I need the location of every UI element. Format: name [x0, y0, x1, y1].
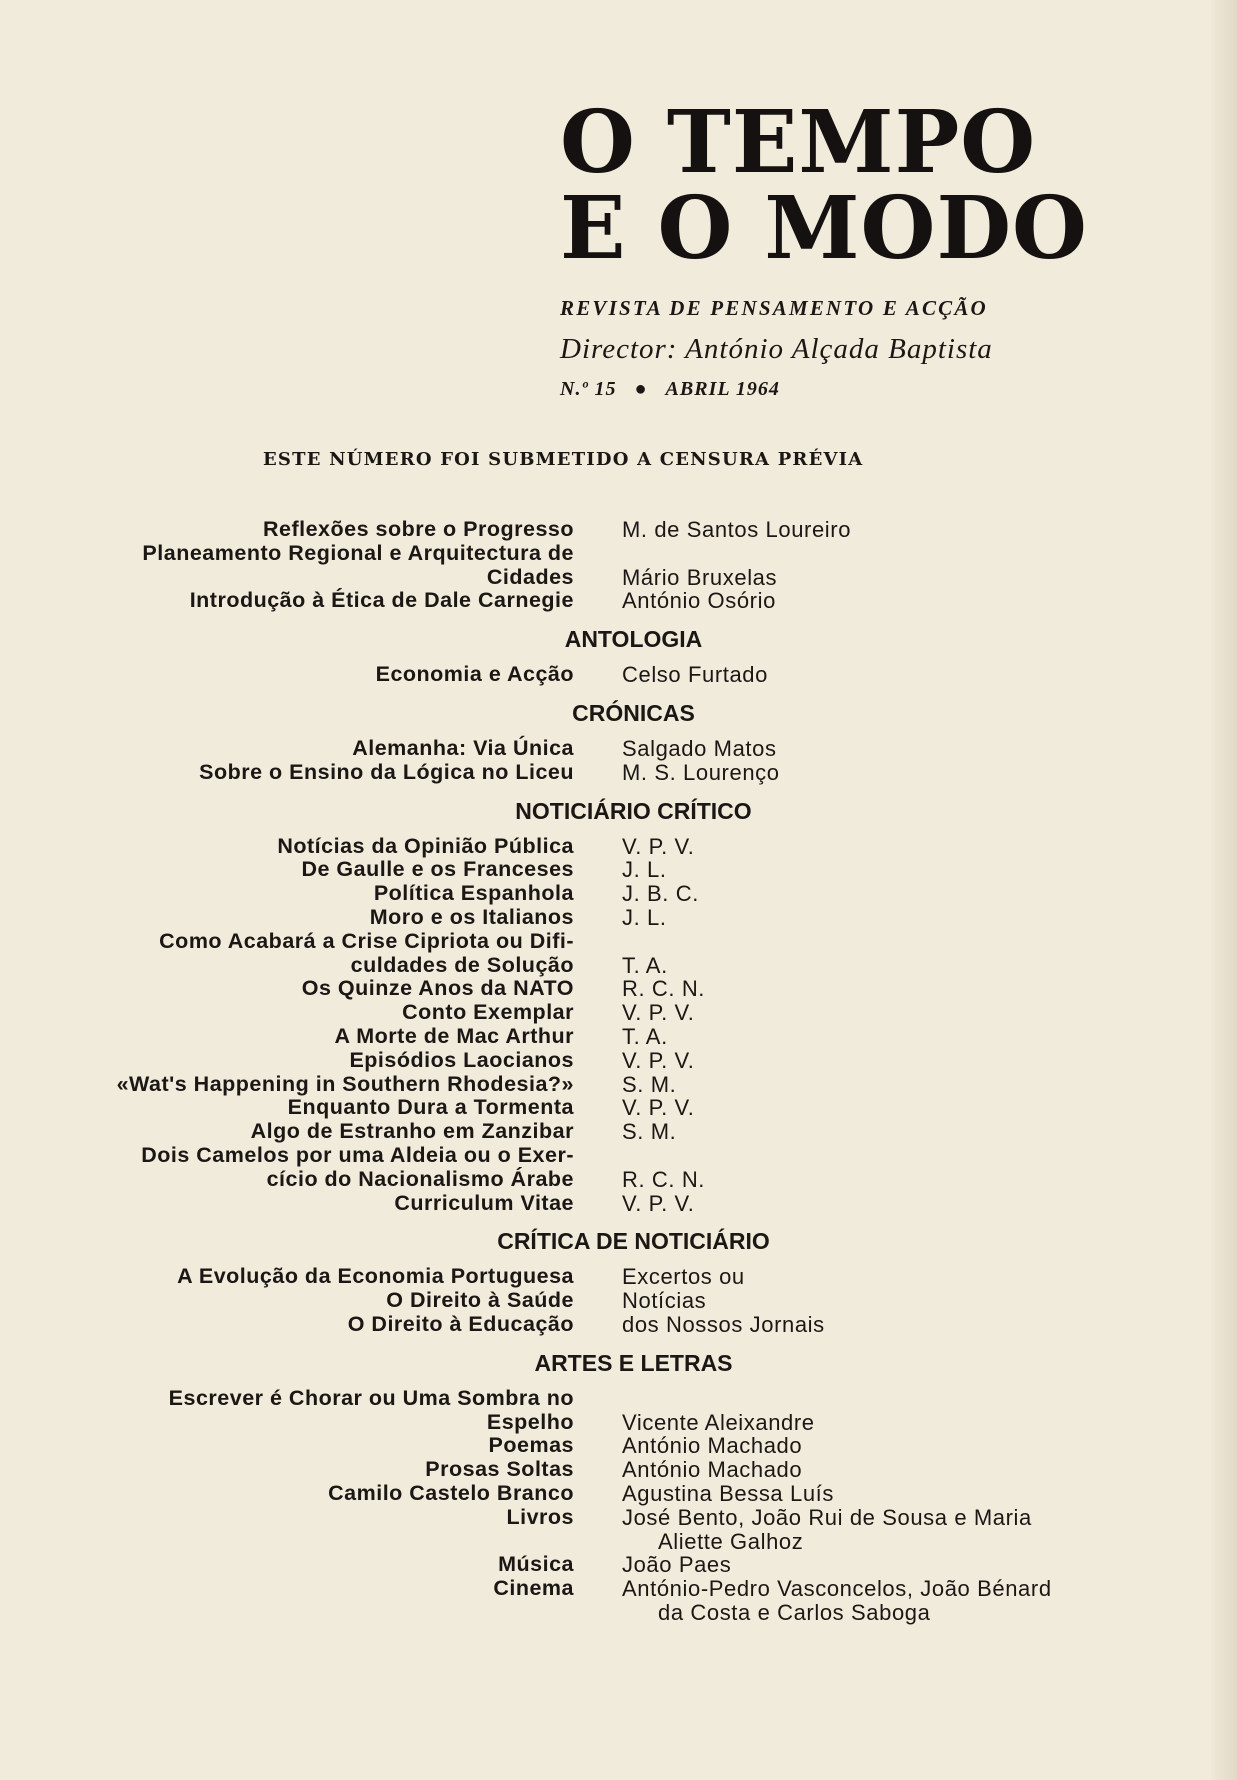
contents-section [0, 518, 1237, 613]
entry-title-line: Notícias da Opinião Pública [277, 833, 574, 858]
contents-entry [0, 1458, 1237, 1482]
entry-title [100, 1482, 574, 1506]
entry-author [622, 1553, 1122, 1577]
section-heading: CRÓNICAS [572, 699, 695, 726]
entry-author-line: dos Nossos Jornais [622, 1311, 825, 1337]
entry-author-line: V. P. V. [622, 1047, 695, 1073]
entry-author-line: António Machado [622, 1433, 803, 1459]
entry-author [622, 1434, 1122, 1458]
entry-author-line: Vicente Aleixandre [622, 1409, 815, 1435]
entry-title [100, 1096, 574, 1120]
entry-title-line: Alemanha: Via Única [352, 735, 574, 760]
entry-author [622, 1577, 1122, 1625]
issue-line [560, 378, 1100, 401]
entry-title [100, 1387, 574, 1435]
entry-author [622, 882, 1122, 906]
entry-author [622, 1506, 1122, 1554]
entry-author-line: R. C. N. [622, 1166, 706, 1192]
entry-title-line: Música [498, 1552, 574, 1577]
contents-entry [0, 761, 1237, 785]
contents-entry [0, 1387, 1237, 1435]
entry-author-line: António-Pedro Vasconcelos, João Bénard [622, 1576, 1052, 1602]
entry-title-line: A Evolução da Economia Portuguesa [177, 1264, 574, 1289]
entry-title-line: Dois Camelos por uma Aldeia ou o Exer- [141, 1142, 574, 1167]
entry-author-line: Celso Furtado [622, 662, 768, 688]
entry-author [622, 1458, 1122, 1482]
entry-author-line: V. P. V. [622, 1095, 695, 1121]
entry-author-line: T. A. [622, 1023, 668, 1049]
entry-author-line: J. B. C. [622, 881, 699, 907]
entry-author [622, 1049, 1122, 1073]
entry-title-line: Reflexões sobre o Progresso [262, 517, 574, 541]
contents-entry [0, 737, 1237, 761]
magazine-title-line-2: E O MODO [560, 178, 1088, 279]
director-line: Director: António Alçada Baptista [560, 333, 993, 365]
entry-title-line: cício do Nacionalismo Árabe [266, 1166, 574, 1191]
entry-title [100, 1120, 574, 1144]
entry-author-line: Mário Bruxelas [622, 564, 778, 590]
entry-title [100, 1506, 574, 1530]
contents-entry [0, 1192, 1237, 1216]
contents-entry [0, 835, 1237, 859]
entry-title [100, 542, 574, 590]
entry-title-line: A Morte de Mac Arthur [334, 1023, 574, 1048]
entry-title [100, 1434, 574, 1458]
entry-title [100, 737, 574, 761]
entry-title [100, 882, 574, 906]
entry-title-line: Como Acabará a Crise Cipriota ou Difi- [159, 928, 574, 953]
entry-title [100, 1025, 574, 1049]
magazine-title-line-1: O TEMPO [560, 92, 1037, 193]
entry-author [622, 1025, 1122, 1049]
entry-title-line: Conto Exemplar [402, 1000, 574, 1025]
entry-author [622, 663, 1122, 687]
entry-title [100, 1577, 574, 1601]
entry-author [622, 1073, 1122, 1097]
entry-title-line: Espelho [486, 1409, 574, 1434]
entry-title-line: Moro e os Italianos [369, 904, 574, 929]
entry-title [100, 1073, 574, 1097]
entry-title-line: Sobre o Ensino da Lógica no Liceu [199, 759, 574, 784]
entry-author [622, 1120, 1122, 1144]
entry-title [100, 1553, 574, 1577]
entry-title-line: Enquanto Dura a Tormenta [287, 1095, 574, 1120]
contents-entry [0, 1025, 1237, 1049]
entry-title-line: Planeamento Regional e Arquitectura de [142, 540, 574, 565]
entry-title [100, 1144, 574, 1192]
contents-section [0, 1349, 1237, 1625]
contents-entry [0, 1289, 1237, 1313]
entry-author [622, 977, 1122, 1001]
issue-date: ABRIL 1964 [665, 378, 780, 400]
entry-author-line: J. L. [622, 857, 667, 883]
entry-author [622, 1482, 1122, 1506]
entry-title-line: Livros [506, 1504, 574, 1529]
contents-section [0, 1227, 1237, 1336]
entry-author [622, 1096, 1122, 1120]
entry-author [622, 1265, 1122, 1289]
entry-title-line: De Gaulle e os Franceses [301, 857, 574, 882]
contents-section [0, 797, 1237, 1216]
entry-author-line: T. A. [622, 952, 668, 978]
contents-entry [0, 858, 1237, 882]
contents-entry [0, 542, 1237, 590]
censorship-notice: ESTE NÚMERO FOI SUBMETIDO A CENSURA PRÉVIA [263, 449, 864, 470]
section-heading: CRÍTICA DE NOTICIÁRIO [497, 1228, 770, 1255]
entry-title-line: O Direito à Saúde [386, 1288, 574, 1313]
entry-author-line: António Osório [622, 588, 776, 614]
magazine-subtitle: REVISTA DE PENSAMENTO E ACÇÃO [560, 296, 988, 320]
contents-entry [0, 1434, 1237, 1458]
entry-title-line: Camilo Castelo Branco [328, 1480, 574, 1505]
contents-entry [0, 1482, 1237, 1506]
entry-title [100, 1192, 574, 1216]
entry-author-line: J. L. [622, 904, 667, 930]
entry-author [622, 761, 1122, 785]
entry-title [100, 906, 574, 930]
contents-entry [0, 1506, 1237, 1554]
entry-author-line: Excertos ou [622, 1264, 745, 1290]
entry-author [622, 1168, 1122, 1192]
table-of-contents [0, 518, 1237, 1625]
entry-author-line: S. M. [622, 1119, 677, 1145]
contents-entry [0, 1577, 1237, 1625]
entry-author [622, 566, 1122, 590]
entry-title [100, 1458, 574, 1482]
contents-entry [0, 1096, 1237, 1120]
entry-title-line: «Wat's Happening in Southern Rhodesia?» [116, 1071, 574, 1096]
entry-author-line: António Machado [622, 1457, 803, 1483]
entry-title [100, 1049, 574, 1073]
entry-author [622, 589, 1122, 613]
entry-author [622, 737, 1122, 761]
entry-title-line: Curriculum Vitae [394, 1190, 574, 1215]
entry-title-line: Cinema [493, 1576, 574, 1601]
contents-entry [0, 1120, 1237, 1144]
entry-title [100, 930, 574, 978]
bullet-icon: ● [634, 378, 648, 400]
contents-section [0, 625, 1237, 687]
contents-entry [0, 906, 1237, 930]
entry-author-line: Agustina Bessa Luís [622, 1480, 834, 1506]
entry-author-line: V. P. V. [622, 1000, 695, 1026]
contents-entry [0, 1313, 1237, 1337]
entry-author [622, 906, 1122, 930]
entry-author [622, 1192, 1122, 1216]
entry-title-line: Os Quinze Anos da NATO [301, 976, 574, 1001]
entry-title-line: Algo de Estranho em Zanzibar [250, 1119, 574, 1144]
entry-author [622, 1001, 1122, 1025]
entry-title [100, 835, 574, 859]
section-heading: ANTOLOGIA [564, 626, 703, 653]
contents-entry [0, 882, 1237, 906]
entry-author [622, 835, 1122, 859]
entry-title-line: Introdução à Ética de Dale Carnegie [189, 588, 574, 613]
entry-title [100, 1265, 574, 1289]
entry-title [100, 1001, 574, 1025]
entry-author-line: Salgado Matos [622, 735, 777, 761]
contents-entry [0, 1144, 1237, 1192]
entry-title-line: Episódios Laocianos [349, 1047, 574, 1072]
entry-author-line: M. de Santos Loureiro [622, 517, 852, 542]
contents-section [0, 699, 1237, 785]
contents-entry [0, 977, 1237, 1001]
entry-author-line: José Bento, João Rui de Sousa e Maria [622, 1504, 1032, 1530]
contents-entry [0, 1001, 1237, 1025]
entry-title [100, 761, 574, 785]
contents-entry [0, 930, 1237, 978]
contents-entry [0, 1049, 1237, 1073]
masthead [560, 92, 1100, 401]
entry-title [100, 858, 574, 882]
section-heading: NOTICIÁRIO CRÍTICO [515, 797, 752, 824]
entry-title [100, 977, 574, 1001]
entry-author-line: R. C. N. [622, 976, 706, 1002]
entry-author [622, 518, 1122, 542]
contents-entry [0, 663, 1237, 687]
entry-author [622, 858, 1122, 882]
section-heading: ARTES E LETRAS [534, 1349, 733, 1376]
entry-title [100, 1313, 574, 1337]
entry-author-line: M. S. Lourenço [622, 759, 780, 785]
entry-author-line: Aliette Galhoz [658, 1528, 804, 1554]
entry-title-line: Prosas Soltas [425, 1457, 574, 1482]
entry-author [622, 1313, 1122, 1337]
entry-title-line: Economia e Acção [375, 662, 574, 687]
entry-author-line: V. P. V. [622, 833, 695, 859]
entry-title-line: Política Espanhola [373, 881, 574, 906]
entry-author [622, 1411, 1122, 1435]
contents-entry [0, 1553, 1237, 1577]
entry-author [622, 1289, 1122, 1313]
entry-title [100, 663, 574, 687]
entry-author-line: Notícias [622, 1288, 707, 1314]
entry-title-line: Escrever é Chorar ou Uma Sombra no [168, 1385, 574, 1410]
entry-title [100, 589, 574, 613]
entry-author [622, 954, 1122, 978]
entry-title [100, 1289, 574, 1313]
entry-author-line: S. M. [622, 1071, 677, 1097]
contents-entry [0, 589, 1237, 613]
contents-entry [0, 518, 1237, 542]
entry-title-line: culdades de Solução [350, 952, 574, 977]
entry-title-line: Cidades [486, 564, 574, 589]
contents-entry [0, 1265, 1237, 1289]
entry-author-line: João Paes [622, 1552, 732, 1578]
contents-entry [0, 1073, 1237, 1097]
entry-author-line: da Costa e Carlos Saboga [658, 1599, 931, 1625]
entry-author-line: V. P. V. [622, 1190, 695, 1216]
entry-title-line: Poemas [488, 1433, 574, 1458]
entry-title [100, 518, 574, 542]
entry-title-line: O Direito à Educação [347, 1311, 574, 1336]
issue-number: N.º 15 [560, 378, 617, 400]
